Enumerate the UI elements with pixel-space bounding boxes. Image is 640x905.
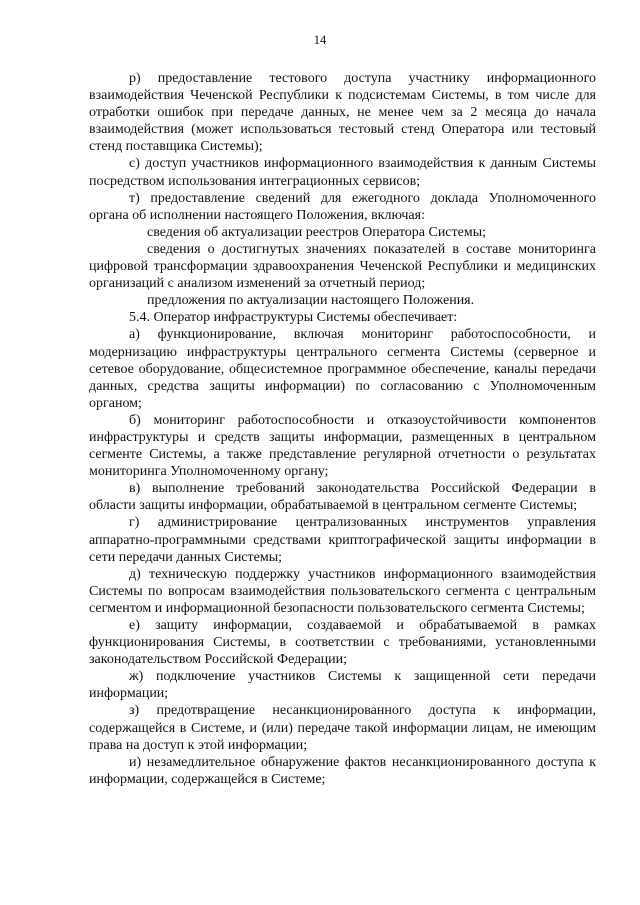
paragraph-subitem-registries: сведения об актуализации реестров Оператора Системы; — [147, 224, 487, 240]
paragraph-item-v: в) выполнение требований законодательства Российской Федерации в области защиты информации, обрабатываемой в центральном сегменте Системы; — [89, 481, 596, 514]
paragraph-item-b: б) мониторинг работоспособности и отказоустойчивости компонентов инфраструктуры и средств защиты информации, размещенных в центральном сегменте Системы, а также представление регулярной отчетности о результатах мониторинга Уполномоченному органу; — [89, 412, 596, 480]
paragraph-item-t: т) предоставление сведений для ежегодного доклада Уполномоченного органа об исполнении настоящего Положения, включая: — [89, 190, 596, 223]
paragraph-item-i: и) незамедлительное обнаружение фактов несанкционированного доступа к информации, содержащейся в Системе; — [89, 754, 596, 787]
paragraph-item-g: г) администрирование централизованных инструментов управления аппаратно-программными средствами криптографической защиты информации в сети передачи данных Системы; — [89, 515, 596, 565]
paragraph-subitem-indicators: сведения о достигнутых значениях показателей в составе мониторинга цифровой трансформации здравоохранения Чеченской Республики и медицинских организаций с анализом изменений за отчетный период; — [89, 241, 596, 292]
page-number: 14 — [313, 33, 327, 47]
section-heading-5-4: 5.4. Оператор инфраструктуры Системы обеспечивает: — [129, 310, 458, 326]
paragraph-item-a: а) функционирование, включая мониторинг работоспособности, и модернизацию инфраструктуры центрального сегмента Системы (серверное и сетевое оборудование, общесистемное программное обеспечение, каналы передачи данных, средства защиты информации) по согласованию с Уполномоченным органом; — [89, 327, 596, 411]
paragraph-item-d: д) техническую поддержку участников информационного взаимодействия Системы по вопросам взаимодействия пользовательского сегмента с центральным сегментом и информационной безопасности пользовательского сегмента Системы; — [89, 566, 596, 616]
paragraph-item-s: с) доступ участников информационного взаимодействия к данным Системы посредством использования интеграционных сервисов; — [89, 156, 596, 189]
paragraph-item-zh: ж) подключение участников Системы к защищенной сети передачи информации; — [89, 669, 596, 702]
paragraph-item-r: р) предоставление тестового доступа участнику информационного взаимодействия Чеченской Республики к подсистемам Системы, в том числе для отработки ошибок при передаче данных, не менее чем за 2 месяца до начала взаимодействия (может использоваться тестовый стенд Оператора или тестовый стенд поставщика Системы); — [89, 71, 596, 155]
paragraph-item-e: е) защиту информации, создаваемой и обрабатываемой в рамках функционирования Системы, в соответствии с требованиями, установленными законодательством Российской Федерации; — [89, 618, 596, 668]
paragraph-subitem-proposals: предложения по актуализации настоящего Положения. — [147, 293, 475, 309]
document-body — [89, 70, 596, 788]
paragraph-item-z: з) предотвращение несанкционированного доступа к информации, содержащейся в Системе, и (или) передаче такой информации лицам, не имеющим права на доступ к этой информации; — [89, 703, 596, 753]
